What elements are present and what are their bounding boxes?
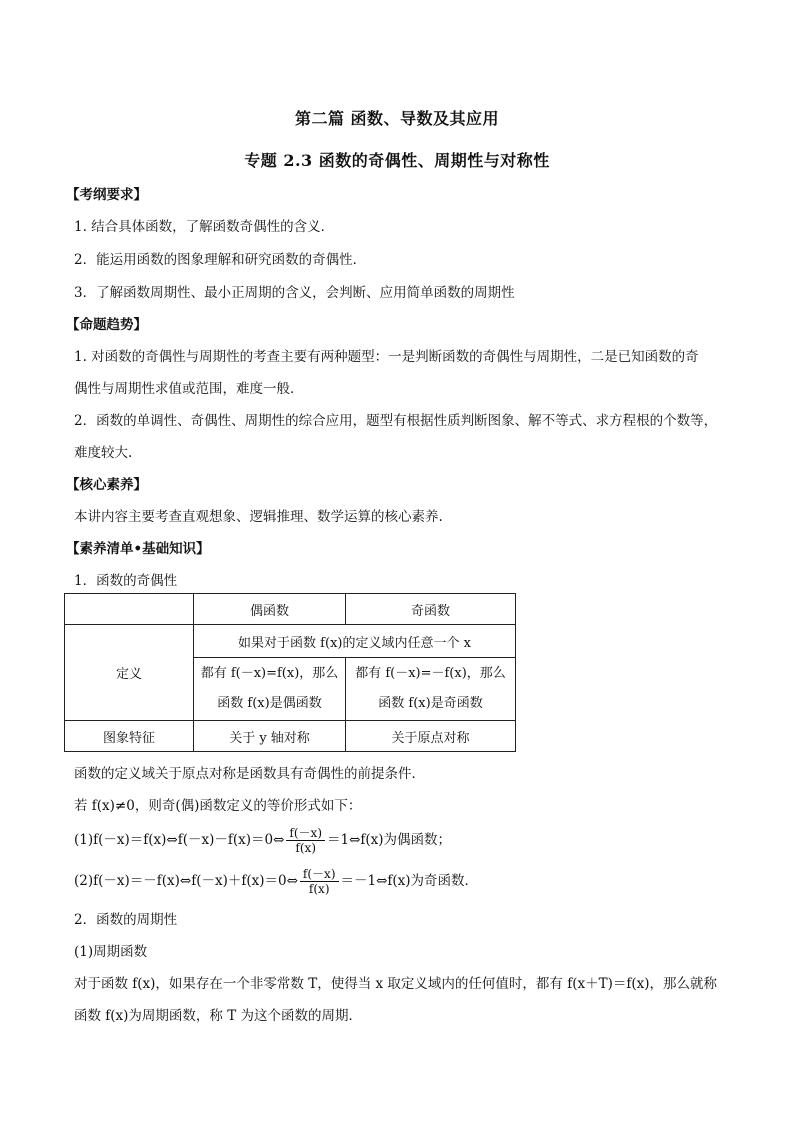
requirement-item: 3．了解函数周期性、最小正周期的含义，会判断、应用简单函数的周期性 [74,285,515,301]
section-heading-requirements: 【考纲要求】 [66,187,147,203]
section-heading-trends: 【命题趋势】 [66,317,147,333]
table-odd-graph: 关于原点对称 [346,721,516,752]
equation-odd-rhs: ＝－1⇔f(x)为奇函数． [340,873,479,889]
subheading-parity: 1．函数的奇偶性 [74,573,178,589]
table-corner-cell [65,594,194,625]
table-header-odd: 奇函数 [346,594,516,625]
table-definition-common: 如果对于函数 f(x)的定义域内任意一个 x [194,625,516,658]
even-definition-line-2: 函数 f(x)是偶函数 [217,696,322,711]
table-even-graph: 关于 y 轴对称 [194,721,346,752]
table-row-label-graph: 图象特征 [65,721,194,752]
subheading-periodic-function: (1)周期函数 [74,944,148,960]
periodic-definition-line-1: 对于函数 f(x)，如果存在一个非零常数 T，使得当 x 取定义域内的任何值时，都有 f(x＋T)＝f(x)，那么就称 [74,976,718,992]
trend-paragraph-2-line-1: 2．函数的单调性、奇偶性、周期性的综合应用，题型有根据性质判断图象、解不等式、求方程根的个数等， [74,413,718,429]
trend-paragraph-2-line-2: 难度较大. [74,445,133,461]
fraction-even-denominator: f(x) [295,841,316,855]
equation-odd-lhs: (2)f(－x)＝－f(x)⇔f(－x)＋f(x)＝0⇔ [74,873,298,889]
note-equivalent-forms: 若 f(x)≠0，则奇(偶)函数定义的等价形式如下： [74,798,362,814]
fraction-even [286,826,325,855]
literacy-text: 本讲内容主要考查直观想象、逻辑推理、数学运算的核心素养. [74,509,443,525]
fraction-odd-numerator: f(－x) [300,867,339,882]
equation-even [74,823,451,857]
equation-even-lhs: (1)f(－x)＝f(x)⇔f(－x)－f(x)＝0⇔ [74,832,285,848]
equation-odd [74,864,478,898]
section-heading-literacy: 【核心素养】 [66,477,147,493]
trend-paragraph-1-line-2: 偶性与周期性求值或范围，难度一般． [74,381,304,397]
equation-even-rhs: ＝1⇔f(x)为偶函数； [327,832,452,848]
subheading-periodicity: 2．函数的周期性 [74,912,178,928]
fraction-odd [300,867,339,896]
topic-title: 专题 2.3 函数的奇偶性、周期性与对称性 [244,151,550,170]
page-title: 第二篇 函数、导数及其应用 [294,109,500,128]
table-even-definition [194,658,346,721]
periodic-definition-line-2: 函数 f(x)为周期函数，称 T 为这个函数的周期． [74,1008,363,1024]
even-definition-line-1: 都有 f(－x)=f(x)，那么 [200,666,339,681]
fraction-odd-denominator: f(x) [308,882,330,896]
trend-paragraph-1-line-1: 1. 对函数的奇偶性与周期性的考查主要有两种题型：一是判断函数的奇偶性与周期性，二是已知函数的奇 [74,349,699,365]
odd-definition-line-1: 都有 f(－x)=－f(x)，那么 [355,666,506,681]
table-odd-definition [346,658,516,721]
requirement-item: 1. 结合具体函数，了解函数奇偶性的含义． [74,219,335,235]
parity-table [64,593,516,752]
odd-definition-line-2: 函数 f(x)是奇函数 [378,696,483,711]
section-heading-basics: 【素养清单•基础知识】 [66,541,210,557]
note-domain-symmetry: 函数的定义域关于原点对称是函数具有奇偶性的前提条件． [74,766,425,782]
table-header-even: 偶函数 [194,594,346,625]
requirement-item: 2．能运用函数的图象理解和研究函数的奇偶性． [74,252,367,268]
table-row-label-definition: 定义 [65,625,194,721]
fraction-even-numerator: f(－x) [286,826,325,841]
